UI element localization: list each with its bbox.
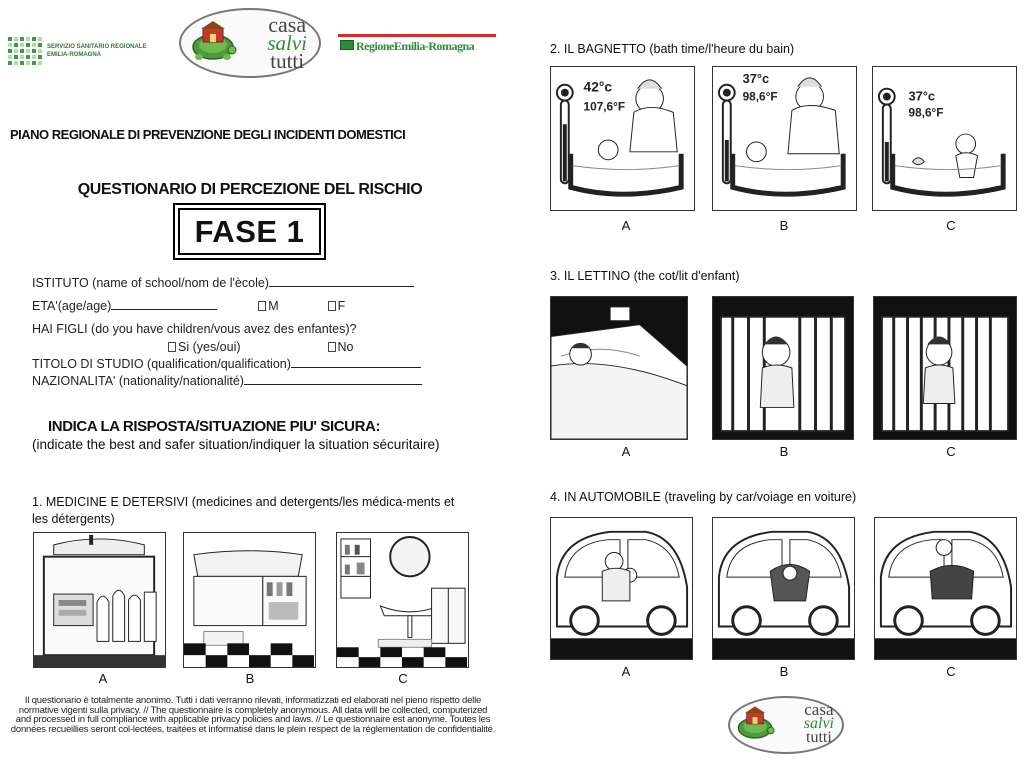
thermo-a-celsius: 42°c — [583, 79, 613, 95]
turtle-icon — [735, 705, 775, 741]
thermo-c-celsius: 37°c — [908, 88, 936, 104]
question-1-title: 1. MEDICINE E DETERSIVI (medicines and detergents/les médica-ments et les détergents) — [32, 495, 455, 526]
turtle-icon — [189, 20, 237, 62]
thermo-b-fahrenheit: 98,6°F — [742, 89, 778, 104]
ssr-logo-mark — [8, 37, 42, 65]
q3-option-a-image[interactable] — [550, 296, 688, 440]
titolo-field[interactable] — [291, 357, 421, 368]
regione-logo-text: RegioneEmilia-Romagna — [356, 39, 475, 53]
instruction-subtitle: (indicate the best and safer situation/indiquer la situation sécuritaire) — [32, 437, 440, 452]
casa-word: casa — [268, 12, 307, 37]
phase-box — [173, 203, 326, 260]
nazionalita-label: NAZIONALITA' (nationality/nationalité) — [32, 374, 244, 388]
casa-salvi-tutti-logo — [179, 8, 321, 78]
q3-label-c: C — [946, 444, 956, 459]
q2-label-c: C — [946, 218, 956, 233]
q1-option-a-image[interactable] — [33, 532, 166, 668]
istituto-field[interactable] — [269, 276, 414, 287]
tutti-word: tutti — [806, 729, 832, 746]
figli-label: HAI FIGLI (do you have children/vous avez des enfantes)? — [32, 322, 357, 336]
thermo-a-fahrenheit: 107,6°F — [583, 99, 626, 114]
si-checkbox[interactable] — [168, 342, 176, 352]
salvi-word: salvi — [803, 715, 834, 732]
q2-option-b-image[interactable] — [712, 66, 857, 211]
salvi-word: salvi — [267, 31, 307, 55]
q2-label-a: A — [621, 218, 631, 233]
male-label: M — [268, 299, 279, 313]
no-label: No — [337, 340, 354, 354]
thermo-c-fahrenheit: 98,6°F — [908, 105, 944, 120]
phase-label: FASE 1 — [178, 208, 321, 255]
istituto-label: ISTITUTO (name of school/nom de l'ècole) — [32, 276, 269, 290]
figli-row — [32, 322, 356, 336]
eta-label: ETA'(age/age) — [32, 299, 112, 313]
eta-row — [32, 299, 345, 313]
questionnaire-title: QUESTIONARIO DI PERCEZIONE DEL RISCHIO — [77, 181, 423, 198]
istituto-row — [32, 276, 414, 290]
q3-option-b-image[interactable] — [712, 296, 854, 440]
privacy-note: Il questionario è totalmente anonimo. Tutti i dati verranno rilevati, informatizzati ed elaborati nel pieno rispetto delle normative vigenti sulla privacy. // The questionnaire is completely anonymous. All data will be collected, computerized and processed in full compliance with applicable privacy policies and laws. // Le questionnaire est anonyme. Toutes les données recueillies seront col-lectées, traitées et informatisé dans le plein respect de la réglementation de confidentialité. — [10, 695, 496, 735]
q4-option-c-image[interactable] — [874, 517, 1017, 660]
q1-label-a: A — [98, 671, 108, 686]
q4-label-b: B — [779, 664, 789, 679]
q3-label-b: B — [779, 444, 789, 459]
q1-label-c: C — [398, 671, 408, 686]
q1-option-c-image[interactable] — [336, 532, 469, 668]
casa-word: casa — [804, 700, 834, 719]
no-checkbox[interactable] — [328, 342, 336, 352]
nazionalita-row — [32, 374, 422, 388]
ssr-logo — [8, 34, 168, 68]
thermo-b-celsius: 37°c — [742, 70, 770, 86]
instruction-title: INDICA LA RISPOSTA/SITUAZIONE PIU' SICURA: — [48, 418, 381, 435]
q4-option-b-image[interactable] — [712, 517, 855, 660]
region-flag-icon — [340, 40, 354, 50]
figli-options — [168, 340, 353, 354]
plan-title: PIANO REGIONALE DI PREVENZIONE DEGLI INCIDENTI DOMESTICI — [10, 127, 406, 142]
q3-label-a: A — [621, 444, 631, 459]
q4-option-a-image[interactable] — [550, 517, 693, 660]
male-checkbox[interactable] — [258, 301, 266, 311]
nazionalita-field[interactable] — [244, 374, 422, 385]
q1-label-b: B — [245, 671, 255, 686]
female-label: F — [337, 299, 346, 313]
ssr-line-2: EMILIA-ROMAGNA — [47, 52, 101, 58]
question-2-title: 2. IL BAGNETTO (bath time/l'heure du bain) — [550, 42, 795, 56]
tutti-word: tutti — [270, 49, 305, 73]
q4-label-a: A — [621, 664, 631, 679]
female-checkbox[interactable] — [328, 301, 336, 311]
q1-option-b-image[interactable] — [183, 532, 316, 668]
si-label: Si (yes/oui) — [178, 340, 241, 354]
q4-label-c: C — [946, 664, 956, 679]
question-4-title: 4. IN AUTOMOBILE (traveling by car/voiage en voiture) — [550, 490, 857, 504]
q3-option-c-image[interactable] — [873, 296, 1017, 440]
eta-field[interactable] — [111, 299, 217, 310]
ssr-line-1: SERVIZIO SANITARIO REGIONALE — [47, 44, 147, 50]
q2-label-b: B — [779, 218, 789, 233]
q2-option-a-image[interactable] — [550, 66, 695, 211]
regione-emilia-romagna-logo — [338, 34, 496, 56]
titolo-row — [32, 357, 421, 371]
question-3-title: 3. IL LETTINO (the cot/lit d'enfant) — [550, 269, 740, 283]
titolo-label: TITOLO DI STUDIO (qualification/qualification) — [32, 357, 291, 371]
q2-option-c-image[interactable] — [872, 66, 1017, 211]
casa-salvi-tutti-logo-bottom — [728, 696, 844, 754]
